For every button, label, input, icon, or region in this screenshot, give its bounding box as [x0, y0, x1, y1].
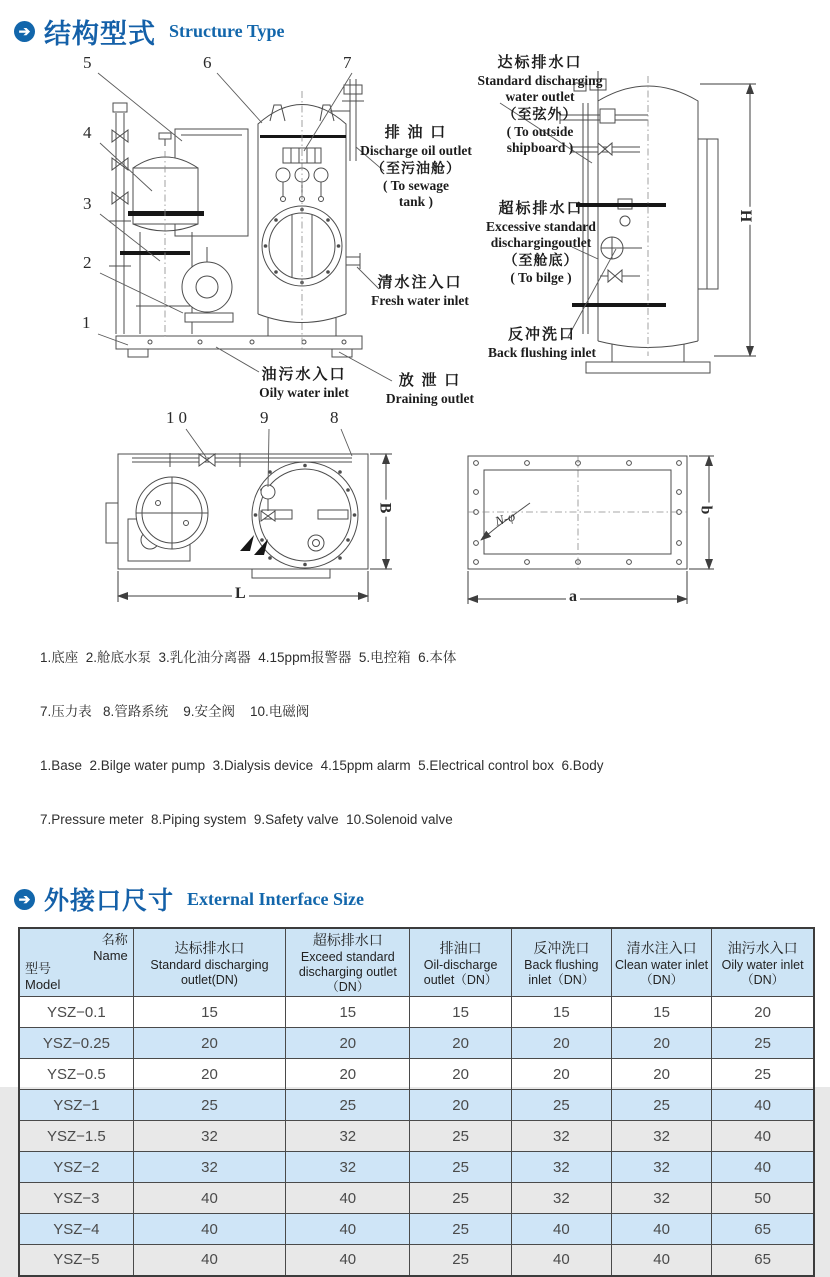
section1-title-en: Structure Type: [169, 21, 285, 41]
table-header-row: [19, 928, 814, 997]
table-row: YSZ−4 40 40 25 40 40 65: [19, 1214, 814, 1245]
callout-3: 3: [83, 194, 92, 213]
callout-6: 6: [203, 53, 212, 72]
label-excess-discharging-outlet: [455, 201, 627, 286]
section-structure-type-header: [0, 0, 830, 51]
model-cell: YSZ−1: [19, 1090, 133, 1121]
label-dest-en: ( To sewage tank ): [382, 178, 449, 210]
parts-legend: [40, 613, 830, 865]
legend-line-zh-1: 1.底座 2.舱底水泵 3.乳化油分离器 4.15ppm报警器 5.电控箱 6.本体: [40, 650, 457, 665]
label-en: Excessive standard dischargingoutlet: [486, 218, 596, 250]
table-row: YSZ−1 25 25 20 25 25 40: [19, 1090, 814, 1121]
label-en: Standard discharging water outlet: [477, 72, 603, 104]
model-cell: YSZ−4: [19, 1214, 133, 1245]
table-row: YSZ−3 40 40 25 32 32 50: [19, 1183, 814, 1214]
label-dest-en: ( To outside shipboard ): [506, 124, 574, 155]
table-row: YSZ−1.5 32 32 25 32 32 40: [19, 1121, 814, 1152]
legend-line-en-2: 7.Pressure meter 8.Piping system 9.Safety valve 10.Solenoid valve: [40, 812, 453, 827]
model-cell: YSZ−3: [19, 1183, 133, 1214]
label-oily-water-inlet: [250, 367, 358, 401]
model-cell: YSZ−2: [19, 1152, 133, 1183]
column-header-standard-discharging: 达标排水口 Standard discharging outlet(DN): [133, 928, 285, 997]
label-en: Draining outlet: [385, 390, 475, 406]
callout-9: 9: [260, 408, 269, 427]
dim-b: b: [696, 503, 714, 518]
label-dest-zh: （至污油舱）: [371, 161, 461, 177]
column-header-clean-water: 清水注入口 Clean water inlet（DN）: [611, 928, 711, 997]
callout-5: 5: [83, 53, 92, 72]
structure-drawings: [0, 51, 830, 609]
section2-title-en: External Interface Size: [187, 888, 364, 909]
legend-line-en-1: 1.Base 2.Bilge water pump 3.Dialysis device 4.15ppm alarm 5.Electrical control box 6.Body: [40, 758, 604, 773]
front-view: [109, 79, 364, 357]
callout-4: 4: [83, 123, 92, 142]
corner-name-zh: 名称: [101, 932, 128, 947]
label-standard-discharging-outlet: [470, 55, 610, 156]
model-cell: YSZ−1.5: [19, 1121, 133, 1152]
table-row: YSZ−0.5 20 20 20 20 20 25: [19, 1059, 814, 1090]
corner-model-zh: 型号: [25, 960, 52, 976]
dim-L: L: [232, 585, 249, 603]
label-en: Back flushing inlet: [487, 344, 597, 360]
label-en: Fresh water inlet: [371, 292, 469, 308]
arrow-bullet-icon: ➔: [14, 21, 35, 42]
dim-N-phi: N-φ: [493, 508, 517, 529]
column-header-back-flushing: 反冲洗口 Back flushing inlet（DN）: [511, 928, 611, 997]
table-row: YSZ−0.25 20 20 20 20 20 25: [19, 1028, 814, 1059]
label-zh: 达标排水口: [497, 55, 583, 71]
table-row: YSZ−2 32 32 25 32 32 40: [19, 1152, 814, 1183]
callout-10: 10: [166, 408, 191, 427]
label-draining-outlet: [378, 373, 482, 407]
dim-B: B: [375, 500, 393, 517]
section1-title-zh: 结构型式: [44, 19, 156, 49]
arrow-bullet-icon: ➔: [14, 889, 35, 910]
corner-header-cell: [19, 928, 133, 997]
label-dest-zh: （至舱底）: [503, 253, 579, 269]
callout-2: 2: [83, 253, 92, 272]
model-cell: YSZ−0.1: [19, 997, 133, 1028]
corner-model-en: Model: [25, 976, 61, 992]
callout-7: 7: [343, 53, 352, 72]
dim-a: a: [566, 588, 580, 606]
label-en: Discharge oil outlet: [360, 142, 472, 158]
label-zh: 清水注入口: [377, 275, 463, 291]
top-view: [106, 453, 368, 578]
column-header-oil-discharge: 排油口 Oil-discharge outlet（DN）: [410, 928, 511, 997]
label-zh: 放 泄 口: [398, 373, 462, 389]
label-zh: 排 油 口: [384, 125, 448, 141]
section2-title-zh: 外接口尺寸: [44, 888, 175, 915]
column-header-oily-water: 油污水入口 Oily water inlet（DN）: [712, 928, 814, 997]
label-zh: 油污水入口: [261, 367, 347, 383]
table-row: YSZ−0.1 15 15 15 15 15 20: [19, 997, 814, 1028]
label-back-flushing-inlet: [462, 327, 622, 361]
corner-name-en: Name: [93, 948, 128, 964]
dim-H: H: [736, 207, 754, 225]
callout-8: 8: [330, 408, 339, 427]
label-zh: 反冲洗口: [507, 327, 576, 343]
external-interface-size-table: [18, 927, 815, 1277]
label-dest-zh: （至弦外）: [502, 107, 578, 123]
label-zh: 超标排水口: [498, 201, 584, 217]
model-cell: YSZ−0.25: [19, 1028, 133, 1059]
column-header-exceed-standard: 超标排水口 Exceed standard discharging outlet （DN）: [286, 928, 410, 997]
label-fresh-water-inlet: [350, 275, 490, 309]
legend-line-zh-2: 7.压力表 8.管路系统 9.安全阀 10.电磁阀: [40, 704, 310, 719]
callout-1: 1: [82, 313, 91, 332]
label-dest-en: ( To bilge ): [510, 270, 572, 286]
section-external-interface-header: [0, 865, 830, 917]
model-cell: YSZ−5: [19, 1245, 133, 1276]
table-row: YSZ−5 40 40 25 40 40 65: [19, 1245, 814, 1276]
label-discharge-oil-outlet: [360, 125, 472, 210]
label-en: Oily water inlet: [259, 384, 349, 400]
model-cell: YSZ−0.5: [19, 1059, 133, 1090]
